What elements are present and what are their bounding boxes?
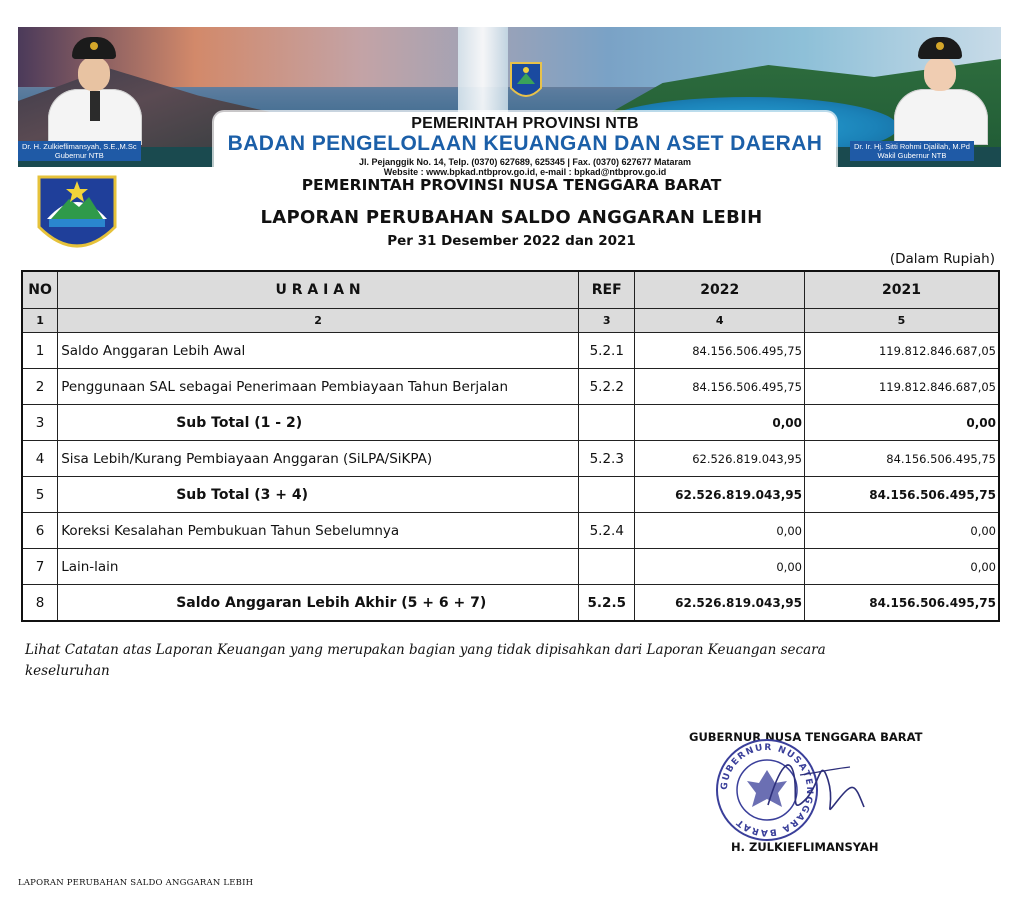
signature-icon [760,745,870,825]
col-number-4: 4 [635,309,804,333]
banner-card [214,112,836,186]
row-value-2021: 84.156.506.495,75 [804,477,999,513]
row-value-2021: 0,00 [804,513,999,549]
table-row [22,405,999,441]
banner-agency-name: BADAN PENGELOLAAN KEUANGAN DAN ASET DAERAH [227,132,823,155]
table-row [22,477,999,513]
row-value-2022: 62.526.819.043,95 [635,441,804,477]
footnote: Lihat Catatan atas Laporan Keuangan yang merupakan bagian yang tidak dipisahkan dari Laporan Keuangan secara keseluruhan [25,642,826,679]
signer-title: GUBERNUR NUSA TENGGARA BARAT [689,730,923,744]
row-value-2021: 84.156.506.495,75 [804,441,999,477]
page-footer: LAPORAN PERUBAHAN SALDO ANGGARAN LEBIH [18,878,254,888]
row-ref: 5.2.2 [579,369,635,405]
col-number-1: 1 [22,309,58,333]
row-ref: 5.2.3 [579,441,635,477]
banner-address: Jl. Pejanggik No. 14, Telp. (0370) 627689, 625345 | Fax. (0370) 627677 Mataram [358,157,692,167]
table-row [22,549,999,585]
row-value-2022: 84.156.506.495,75 [635,333,804,369]
row-ref [579,405,635,441]
row-uraian: Penggunaan SAL sebagai Penerimaan Pembiayaan Tahun Berjalan [58,369,579,405]
table-row [22,369,999,405]
row-uraian: Sub Total (1 - 2) [58,405,579,441]
report-period: Per 31 Desember 2022 dan 2021 [387,233,636,249]
report-government-title: PEMERINTAH PROVINSI NUSA TENGGARA BARAT [301,176,722,194]
col-header-uraian: U R A I A N [58,271,579,309]
governor-name: Dr. H. Zulkieflimansyah, S.E.,M.Sc [22,142,137,151]
governor-nameplate [18,141,141,161]
row-no: 8 [22,585,58,622]
row-ref [579,477,635,513]
col-number-2: 2 [58,309,579,333]
seal-text: GUBERNUR NUSATENGGARA BARAT [719,742,815,838]
row-value-2021: 0,00 [804,405,999,441]
ntb-emblem-icon [508,60,544,104]
row-value-2021: 0,00 [804,549,999,585]
row-uraian: Sisa Lebih/Kurang Pembiayaan Anggaran (SiLPA/SiKPA) [58,441,579,477]
row-uraian: Saldo Anggaran Lebih Akhir (5 + 6 + 7) [58,585,579,622]
vice-governor-name: Dr. Ir. Hj. Sitti Rohmi Djalilah, M.Pd [854,142,970,151]
vice-governor-photo [886,37,996,145]
row-no: 6 [22,513,58,549]
table-row [22,585,999,622]
row-uraian: Lain-lain [58,549,579,585]
vice-governor-nameplate [850,141,974,161]
row-uraian: Saldo Anggaran Lebih Awal [58,333,579,369]
signer-name: H. ZULKIEFLIMANSYAH [731,840,879,854]
col-header-ref: REF [579,271,635,309]
row-value-2022: 62.526.819.043,95 [635,477,804,513]
col-header-2021: 2021 [804,271,999,309]
row-no: 1 [22,333,58,369]
row-ref: 5.2.1 [579,333,635,369]
governor-role: Gubernur NTB [54,151,104,160]
row-no: 3 [22,405,58,441]
col-number-5: 5 [804,309,999,333]
row-value-2021: 84.156.506.495,75 [804,585,999,622]
row-value-2022: 62.526.819.043,95 [635,585,804,622]
banner-website: Website : www.bpkad.ntbprov.go.id, e-mail : bpkad@ntbprov.go.id [383,167,667,177]
vice-governor-role: Wakil Gubernur NTB [877,151,947,160]
governor-photo [40,37,150,145]
col-number-3: 3 [579,309,635,333]
col-header-2022: 2022 [635,271,804,309]
row-no: 2 [22,369,58,405]
sal-table [21,270,1000,622]
report-title: LAPORAN PERUBAHAN SALDO ANGGARAN LEBIH [260,207,763,228]
row-value-2021: 119.812.846.687,05 [804,333,999,369]
row-uraian: Koreksi Kesalahan Pembukuan Tahun Sebelumnya [58,513,579,549]
row-no: 5 [22,477,58,513]
row-value-2022: 0,00 [635,513,804,549]
currency-unit: (Dalam Rupiah) [889,251,995,267]
col-header-no: NO [22,271,58,309]
row-ref [579,549,635,585]
row-value-2021: 119.812.846.687,05 [804,369,999,405]
table-row [22,441,999,477]
table-row [22,513,999,549]
row-value-2022: 0,00 [635,549,804,585]
row-uraian: Sub Total (3 + 4) [58,477,579,513]
row-no: 4 [22,441,58,477]
row-value-2022: 0,00 [635,405,804,441]
row-value-2022: 84.156.506.495,75 [635,369,804,405]
row-ref: 5.2.5 [579,585,635,622]
table-row [22,333,999,369]
row-no: 7 [22,549,58,585]
banner-line1: PEMERINTAH PROVINSI NTB [411,115,639,132]
row-ref: 5.2.4 [579,513,635,549]
